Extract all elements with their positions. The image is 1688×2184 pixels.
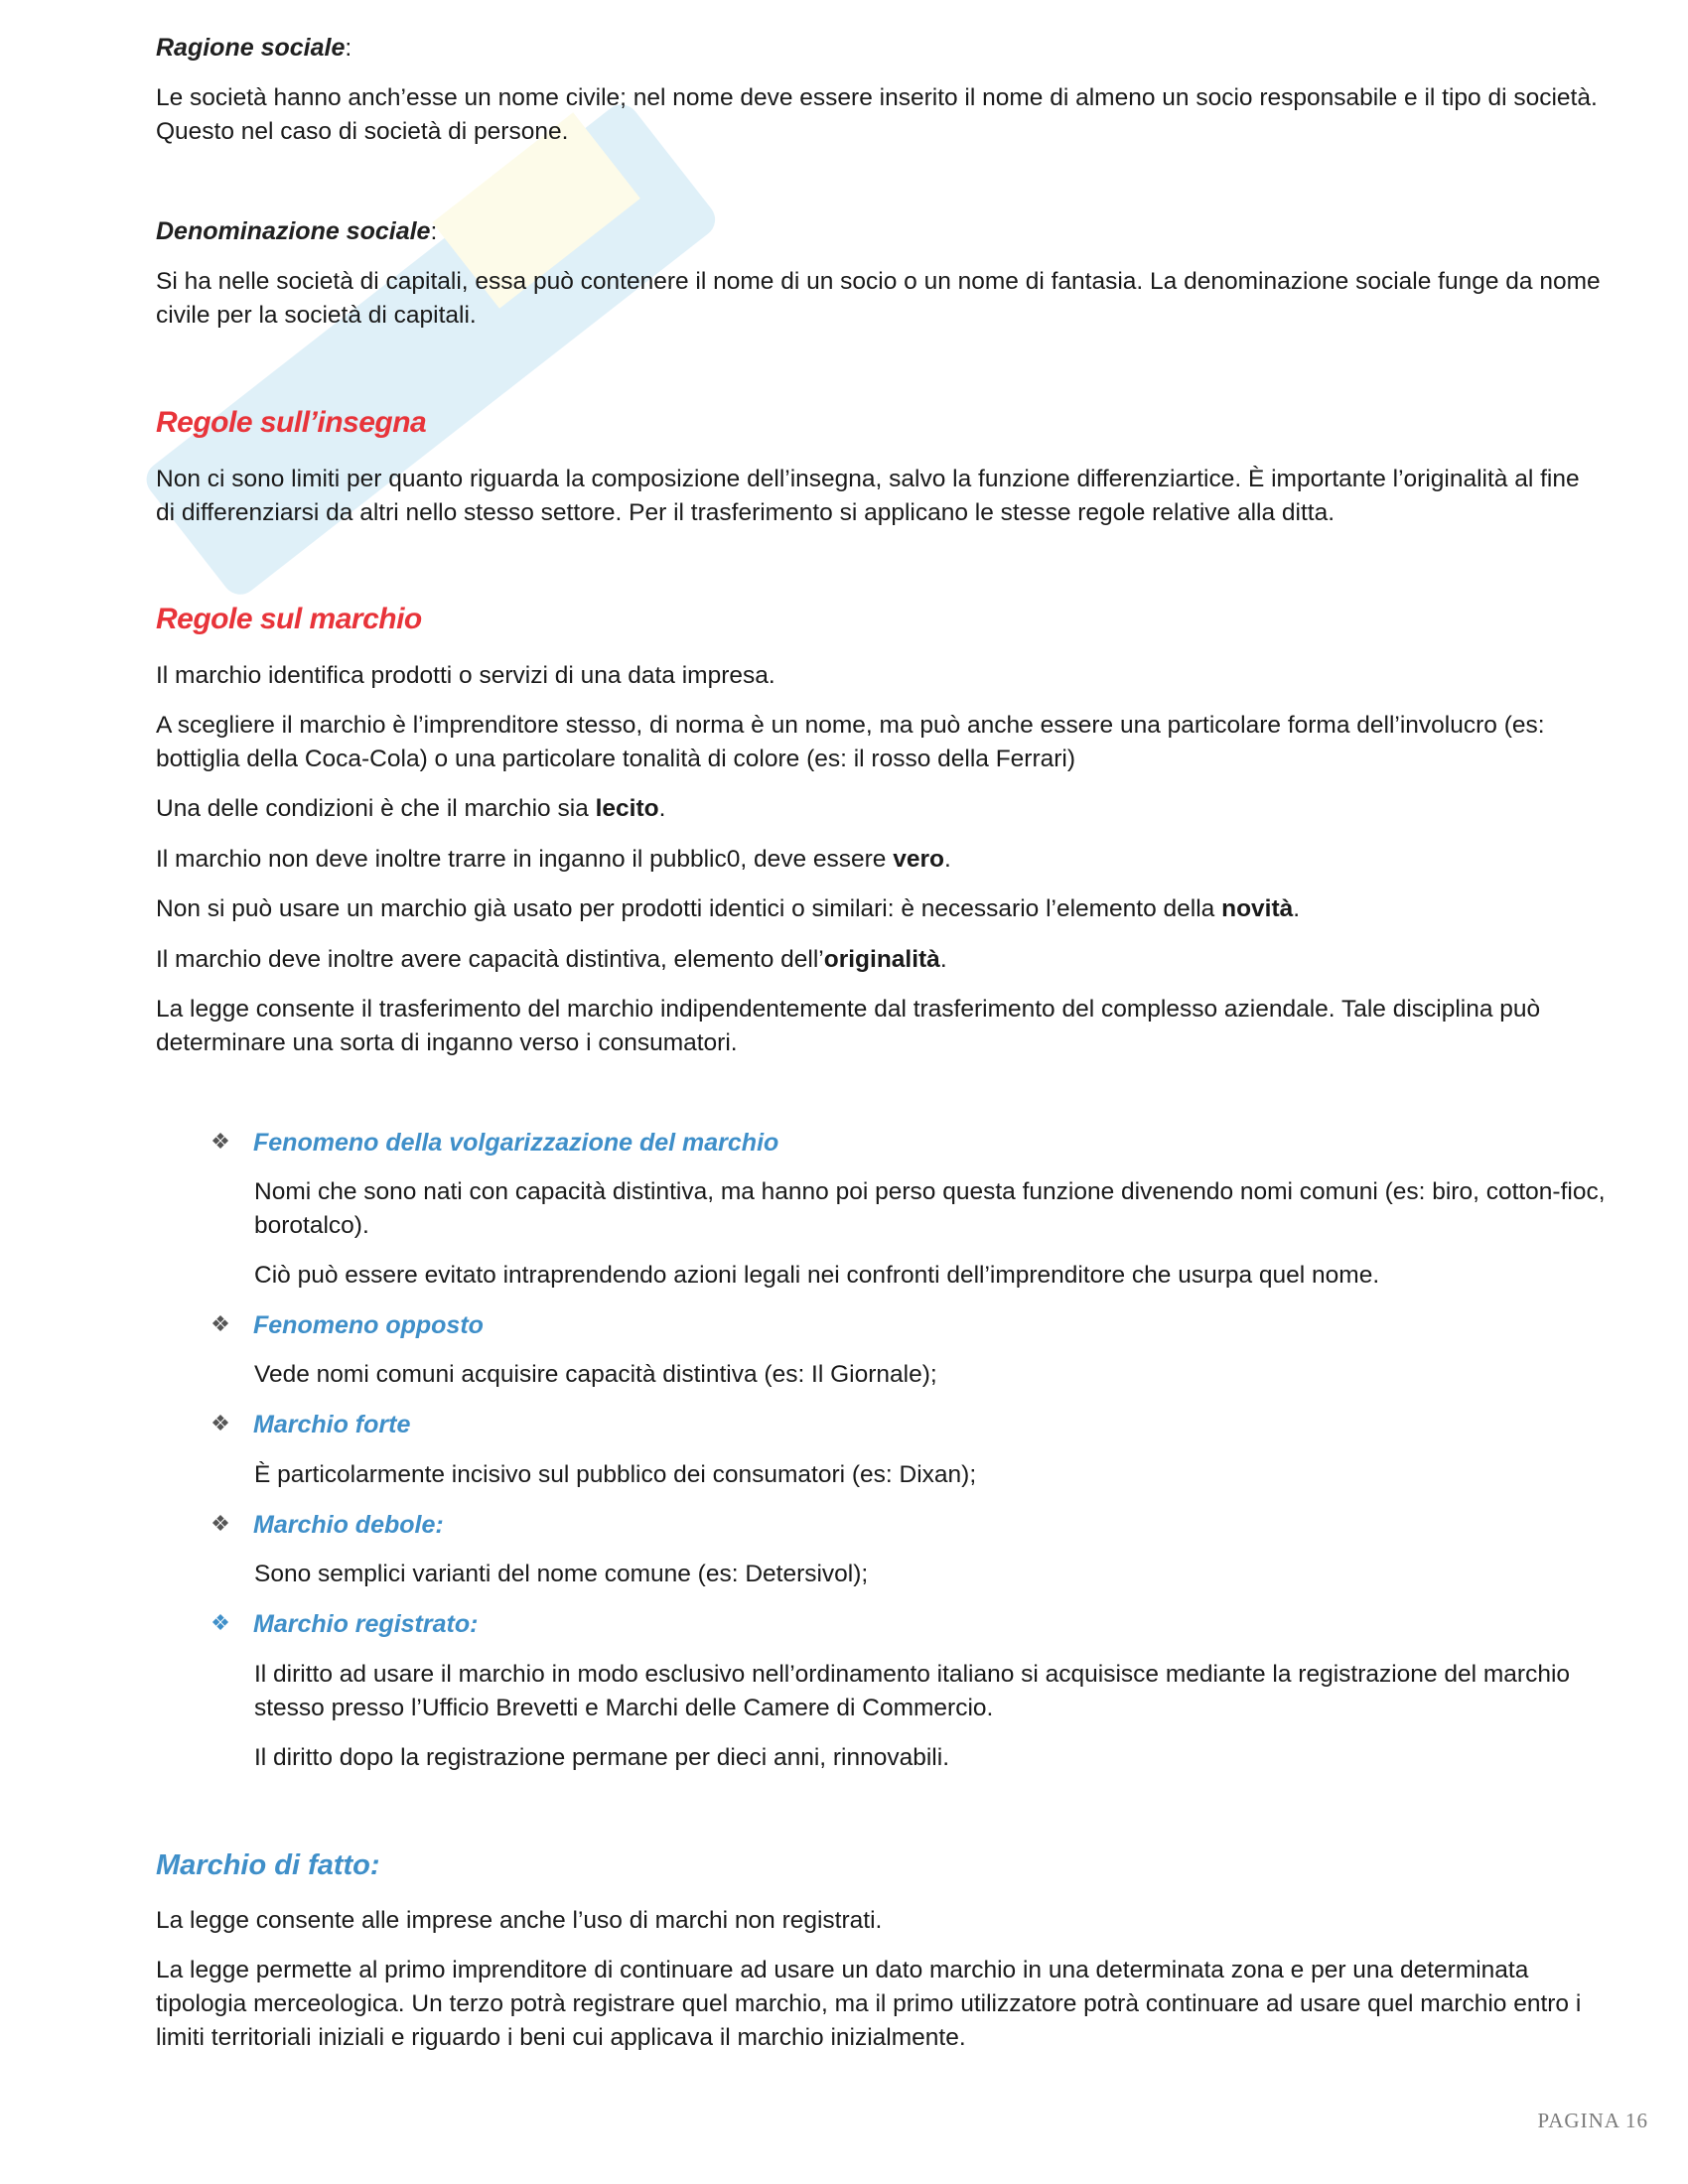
bullet-volgarizzazione-title: Fenomeno della volgarizzazione del marchio <box>253 1129 779 1157</box>
registrato-line-1: Il diritto ad usare il marchio in modo esclusivo nell’ordinamento italiano si acquisisce mediante la registrazione del marchio <box>254 1661 1571 1688</box>
keyword-originalita: originalità <box>823 946 940 973</box>
fatto-p2-line-2: tipologia merceologica. Un terzo potrà registrare quel marchio, ma il primo utilizzatore potrà continuare ad usare quel marchio entro i <box>156 1990 1582 2017</box>
marchio-p4-text: Il marchio non deve inoltre trarre in inganno il pubblic0, deve essere <box>156 846 894 873</box>
bullet-marchio-forte-text: È particolarmente incisivo sul pubblico dei consumatori (es: Dixan); <box>254 1461 977 1488</box>
fatto-p2-line-1: La legge permette al primo imprenditore di continuare ad usare un dato marchio in una determinata zona e per una determinata <box>156 1957 1529 1983</box>
insegna-line-1: Non ci sono limiti per quanto riguarda la composizione dell’insegna, salvo la funzione differenziartice. È importante l’originalità al fine <box>156 466 1580 492</box>
diamond-bullet-icon: ❖ <box>211 1311 230 1336</box>
bullet-marchio-registrato-title: Marchio registrato: <box>253 1610 479 1638</box>
diamond-bullet-icon: ❖ <box>211 1511 230 1536</box>
bullet-volgarizzazione-text <box>254 1175 1664 1243</box>
regole-insegna-heading: Regole sull’insegna <box>156 406 427 439</box>
denominazione-line-1: Si ha nelle società di capitali, essa può contenere il nome di un socio o un nome di fantasia. La denominazione sociale funge da nome <box>156 268 1601 295</box>
denominazione-heading-line <box>156 214 1655 249</box>
ragione-paragraph <box>156 81 1655 149</box>
bullet-fenomeno-opposto-title: Fenomeno opposto <box>253 1311 484 1339</box>
insegna-heading-line <box>156 406 1655 442</box>
marchio-p6 <box>156 943 1655 977</box>
fatto-p2 <box>156 1954 1655 2055</box>
marchio-p3-end: . <box>658 795 666 822</box>
bullet-fenomeno-opposto-text: Vede nomi comuni acquisire capacità distintiva (es: Il Giornale); <box>254 1361 937 1388</box>
bullet-marchio-registrato-text <box>254 1658 1664 1725</box>
marchio-p6-end: . <box>939 946 947 973</box>
watermark-logo <box>89 99 784 615</box>
insegna-line-2: di differenziarsi da altri nello stesso settore. Per il trasferimento si applicano le stesse regole relative alla ditta. <box>156 499 1336 526</box>
volgarizzazione-line-2: borotalco). <box>254 1212 369 1239</box>
marchio-p2-line-2: bottiglia della Coca-Cola) o una particolare tonalità di colore (es: il rosso della Ferrari) <box>156 746 1075 772</box>
marchio-p7 <box>156 993 1655 1060</box>
registrato-line-2: stesso presso l’Ufficio Brevetti e Marchi delle Camere di Commercio. <box>254 1695 994 1721</box>
marchio-p7-line-1: La legge consente il trasferimento del marchio indipendentemente dal trasferimento del complesso aziendale. Tale disciplina può <box>156 996 1541 1023</box>
marchio-p5-end: . <box>1293 895 1301 922</box>
bullet-marchio-forte-title: Marchio forte <box>253 1411 411 1438</box>
marchio-p6-text: Il marchio deve inoltre avere capacità distintiva, elemento dell’ <box>156 946 824 973</box>
regole-marchio-heading: Regole sul marchio <box>156 603 422 635</box>
diamond-bullet-icon: ❖ <box>211 1610 230 1635</box>
keyword-novita: novità <box>1221 895 1294 922</box>
marchio-heading-line <box>156 603 1655 638</box>
page-number: PAGINA 16 <box>1537 2109 1648 2132</box>
marchio-p3 <box>156 792 1655 826</box>
denominazione-line-2: civile per la società di capitali. <box>156 302 477 329</box>
marchio-p4-end: . <box>944 846 951 873</box>
insegna-paragraph <box>156 463 1655 530</box>
volgarizzazione-line-1: Nomi che sono nati con capacità distintiva, ma hanno poi perso questa funzione divenendo nomi comuni (es: biro, cotton-fioc, <box>254 1178 1606 1205</box>
diamond-bullet-icon: ❖ <box>211 1411 230 1435</box>
keyword-lecito: lecito <box>595 795 659 822</box>
diamond-bullet-icon: ❖ <box>211 1129 230 1154</box>
bullet-volgarizzazione-note: Ciò può essere evitato intraprendendo azioni legali nei confronti dell’imprenditore che usurpa quel nome. <box>254 1262 1380 1289</box>
bullet-marchio-debole-title: Marchio debole: <box>253 1511 444 1539</box>
ragione-colon: : <box>345 35 352 62</box>
denominazione-paragraph <box>156 265 1655 333</box>
marchio-p1: Il marchio identifica prodotti o servizi di una data impresa. <box>156 662 775 689</box>
bullet-marchio-debole-text: Sono semplici varianti del nome comune (es: Detersivol); <box>254 1561 869 1587</box>
marchio-p5 <box>156 892 1655 926</box>
fatto-p2-line-3: limiti territoriali iniziali e riguardo i beni cui applicava il marchio inizialmente. <box>156 2024 966 2051</box>
bullet-marchio-registrato-note: Il diritto dopo la registrazione permane per dieci anni, rinnovabili. <box>254 1744 949 1771</box>
marchio-p7-line-2: determinare una sorta di inganno verso i consumatori. <box>156 1029 738 1056</box>
marchio-p5-text: Non si può usare un marchio già usato per prodotti identici o similari: è necessario l’elemento della <box>156 895 1222 922</box>
marchio-fatto-heading-line <box>156 1848 1655 1884</box>
marchio-p2 <box>156 709 1655 776</box>
marchio-di-fatto-heading: Marchio di fatto: <box>156 1849 380 1881</box>
ragione-line-2: Questo nel caso di società di persone. <box>156 118 569 145</box>
keyword-vero: vero <box>893 846 944 873</box>
ragione-line-1: Le società hanno anch’esse un nome civile; nel nome deve essere inserito il nome di almeno un socio responsabile e il tipo di società. <box>156 84 1598 111</box>
denominazione-colon: : <box>430 218 438 245</box>
marchio-p4 <box>156 843 1655 877</box>
marchio-p2-line-1: A scegliere il marchio è l’imprenditore stesso, di norma è un nome, ma può anche essere una particolare forma dell’involucro (es: <box>156 712 1545 739</box>
ragione-sociale-heading: Ragione sociale <box>156 34 346 62</box>
denominazione-sociale-heading: Denominazione sociale <box>156 217 431 245</box>
fatto-p1: La legge consente alle imprese anche l’uso di marchi non registrati. <box>156 1907 883 1934</box>
ragione-sociale-heading-line <box>156 31 1655 66</box>
marchio-p3-text: Una delle condizioni è che il marchio sia <box>156 795 596 822</box>
